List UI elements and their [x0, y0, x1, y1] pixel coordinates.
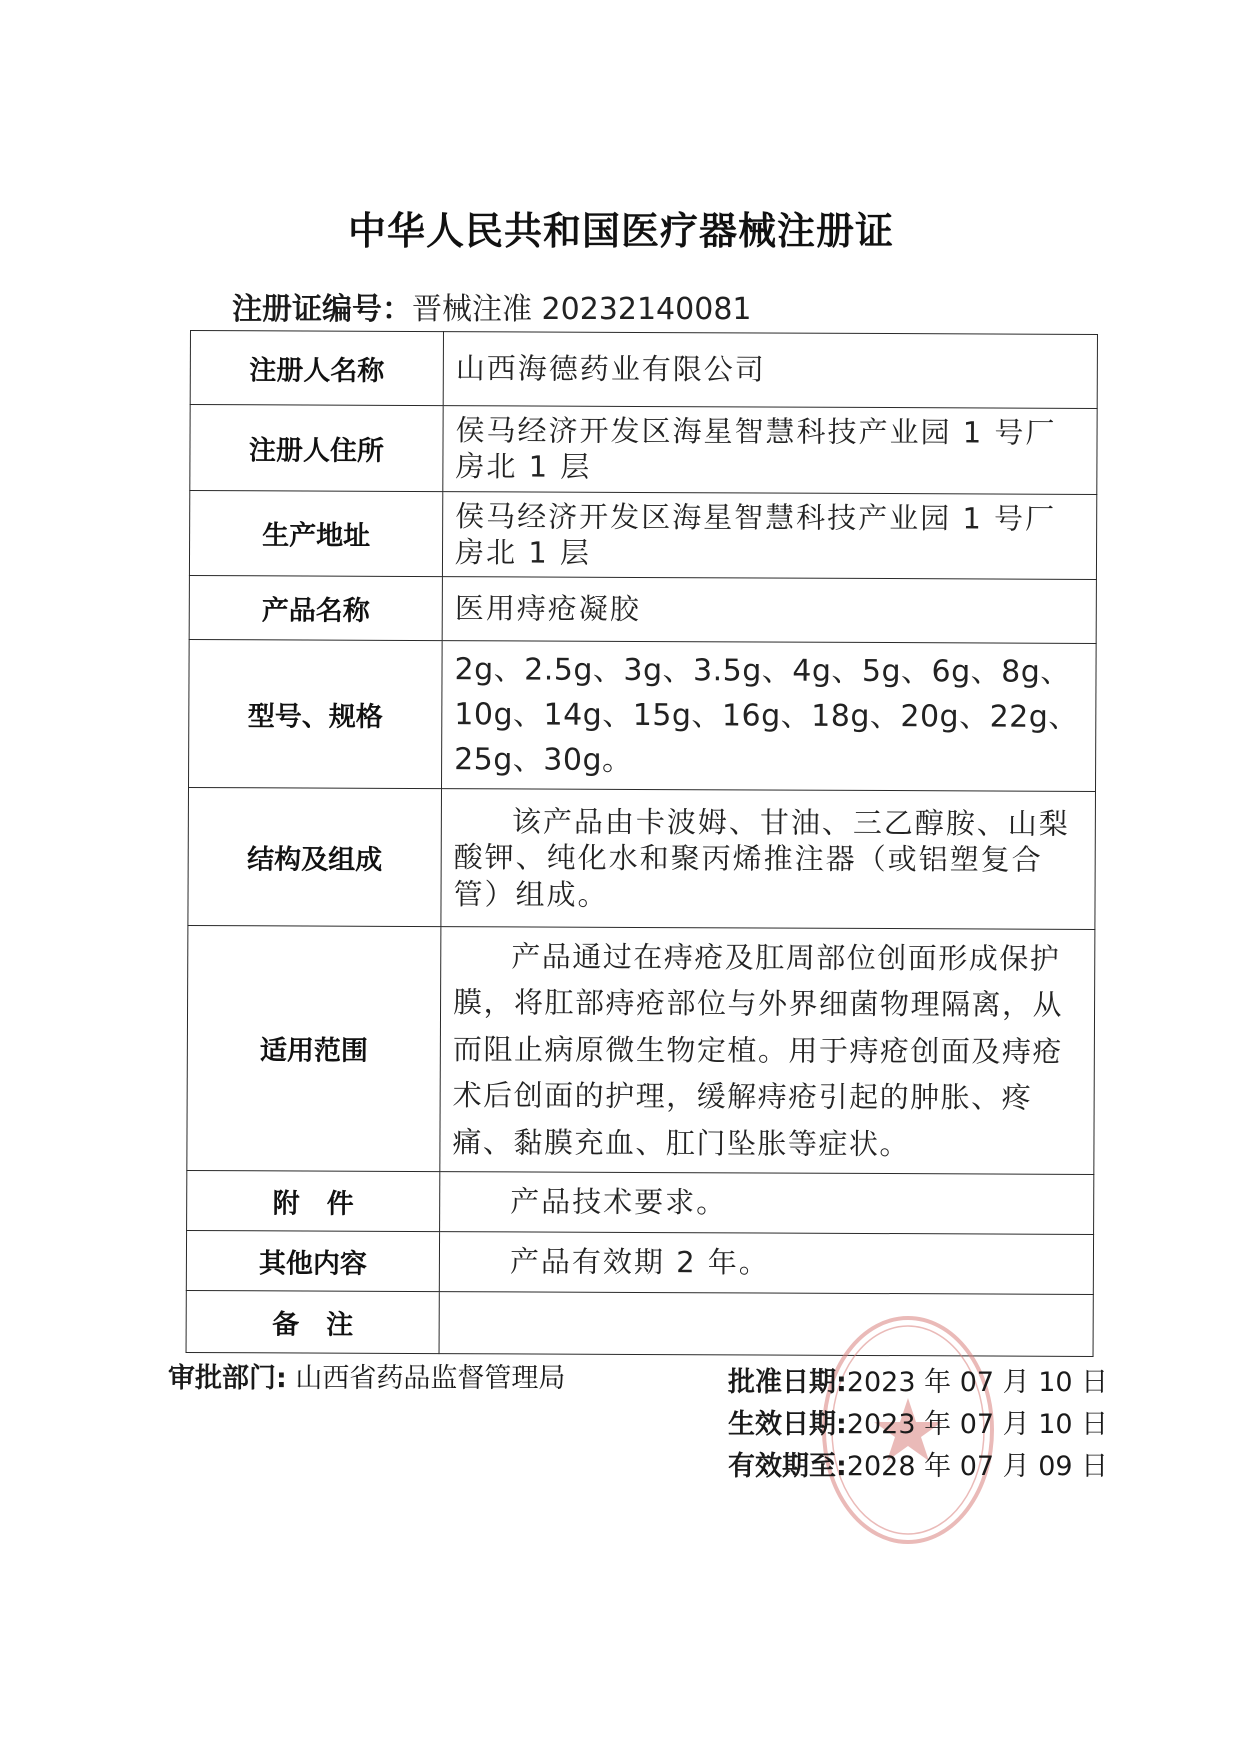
row-value: 产品有效期 2 年。: [439, 1232, 1093, 1295]
table-row: [190, 331, 1097, 409]
row-label: 备 注: [186, 1290, 439, 1353]
row-label: 注册人名称: [190, 331, 443, 406]
effective-date-value: 2023 年 07 月 10 日: [846, 1409, 1109, 1440]
registration-number-label: 注册证编号：: [232, 292, 412, 327]
effective-date: [728, 1404, 1108, 1446]
row-label: 产品名称: [189, 575, 442, 640]
table-row: [190, 405, 1097, 494]
row-label: 型号、规格: [189, 639, 443, 788]
expiry-date: [728, 1446, 1108, 1488]
expiry-date-label: 有效期至:: [728, 1451, 847, 1482]
row-value: 产品技术要求。: [440, 1172, 1094, 1235]
document-title: 中华人民共和国医疗器械注册证: [347, 209, 894, 253]
approve-date-value: 2023 年 07 月 10 日: [846, 1367, 1109, 1398]
row-value: 产品通过在痔疮及肛周部位创面形成保护膜，将肛部痔疮部位与外界细菌物理隔离，从而阻止病原微生物定植。用于痔疮创面及痔疮术后创面的护理，缓解痔疮引起的肿胀、疼痛、黏膜充血、肛门坠胀等症状。: [440, 927, 1095, 1175]
table-row: [189, 639, 1097, 791]
certificate-table: [186, 330, 1098, 1357]
row-value: 侯马经济开发区海星智慧科技产业园 1 号厂房北 1 层: [442, 491, 1096, 579]
approval-department-value: 山西省药品监督管理局: [295, 1363, 566, 1394]
validity-dates: [728, 1362, 1108, 1488]
table-row: [187, 925, 1095, 1174]
row-label: 结构及组成: [188, 787, 442, 926]
table-row: [188, 787, 1096, 929]
table-row: [186, 1230, 1093, 1294]
row-value: 该产品由卡波姆、甘油、三乙醇胺、山梨酸钾、纯化水和聚丙烯推注器（或铝塑复合管）组成。: [441, 789, 1096, 930]
approve-date-label: 批准日期:: [728, 1367, 847, 1398]
row-value: 医用痔疮凝胶: [442, 577, 1096, 644]
row-label: 适用范围: [187, 925, 441, 1171]
table-row: [189, 490, 1096, 579]
registration-number-value: 晋械注准 20232140081: [412, 292, 752, 327]
row-value: 2g、2.5g、3g、3.5g、4g、5g、6g、8g、10g、14g、15g、16g、18g、20g、22g、25g、30g。: [442, 641, 1097, 792]
registration-number: [232, 284, 752, 328]
approve-date: [728, 1362, 1108, 1404]
row-label: 生产地址: [189, 490, 442, 577]
approval-department-label: 审批部门:: [168, 1363, 287, 1394]
row-value: 侯马经济开发区海星智慧科技产业园 1 号厂房北 1 层: [443, 406, 1097, 494]
row-label: 附 件: [187, 1170, 440, 1231]
row-value: 山西海德药业有限公司: [443, 332, 1097, 409]
effective-date-label: 生效日期:: [728, 1409, 847, 1440]
table-row: [189, 575, 1096, 643]
table-row: [187, 1170, 1094, 1234]
approval-department: [168, 1356, 565, 1395]
expiry-date-value: 2028 年 07 月 09 日: [846, 1451, 1109, 1482]
row-label: 注册人住所: [190, 405, 443, 492]
row-label: 其他内容: [186, 1230, 439, 1291]
